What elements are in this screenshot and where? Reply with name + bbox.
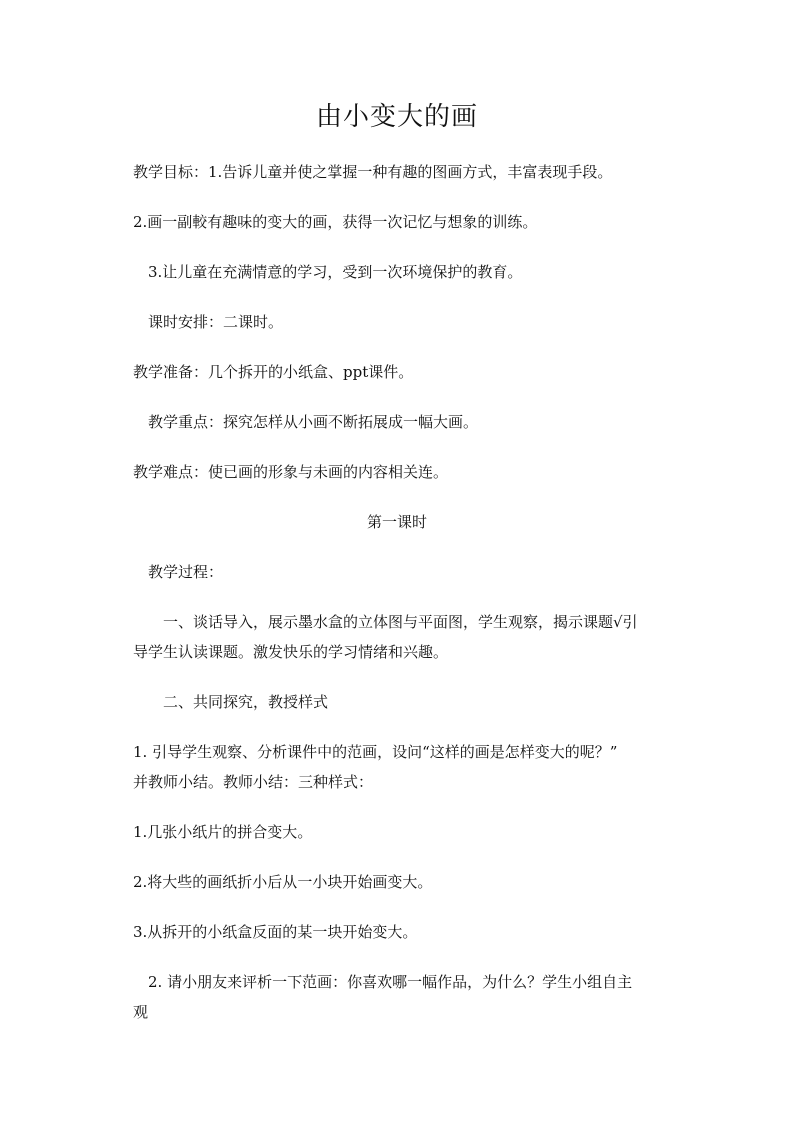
schedule-line: 课时安排：二课时。 (148, 313, 284, 331)
step1-line-1: 一、谈话导入，展示墨水盒的立体图与平面图，学生观察，揭示课题√引 (163, 613, 638, 631)
document-title: 由小变大的画 (315, 102, 478, 132)
style-3-line: 3.从拆开的小纸盒反面的某一块开始变大。 (133, 923, 418, 941)
step1-line-2: 导学生认读课题。激发快乐的学习情绪和兴趣。 (133, 643, 449, 661)
preparation-line: 教学准备：几个拆开的小纸盒、ppt课件。 (133, 363, 414, 381)
style-1-line: 1.几张小纸片的拼合变大。 (133, 823, 313, 841)
objective-line-2: 2.画一副較有趣味的变大的画，获得一次记忆与想象的训练。 (133, 213, 538, 231)
objective-line-3: 3.让儿童在充满情意的学习，受到一次环境保护的教育。 (148, 263, 523, 281)
item1-line-1: 1. 引导学生观察、分析课件中的范画，设问“这样的画是怎样变大的呢？” (133, 743, 618, 761)
lesson-heading: 第一课时 (366, 513, 427, 531)
item1-line-2: 并教师小结。教师小结：三种样式： (133, 773, 374, 791)
style-2-line: 2.将大些的画纸折小后从一小块开始画变大。 (133, 873, 433, 891)
process-heading: 教学过程： (148, 563, 224, 581)
item2-line-1: 2. 请小朋友来评析一下范画：你喜欢哪一幅作品，为什么？学生小组自主 (148, 973, 633, 991)
key-point-line: 教学重点：探究怎样从小画不断拓展成一幅大画。 (148, 413, 479, 431)
difficulty-line: 教学难点：使已画的形象与未画的内容相关连。 (133, 463, 449, 481)
objective-line-1: 教学目标：1.告诉儿童并使之掌握一种有趣的图画方式，丰富表现手段。 (133, 163, 613, 181)
step2-heading: 二、共同探究，教授样式 (163, 693, 329, 711)
item2-line-2: 观 (133, 1003, 149, 1021)
